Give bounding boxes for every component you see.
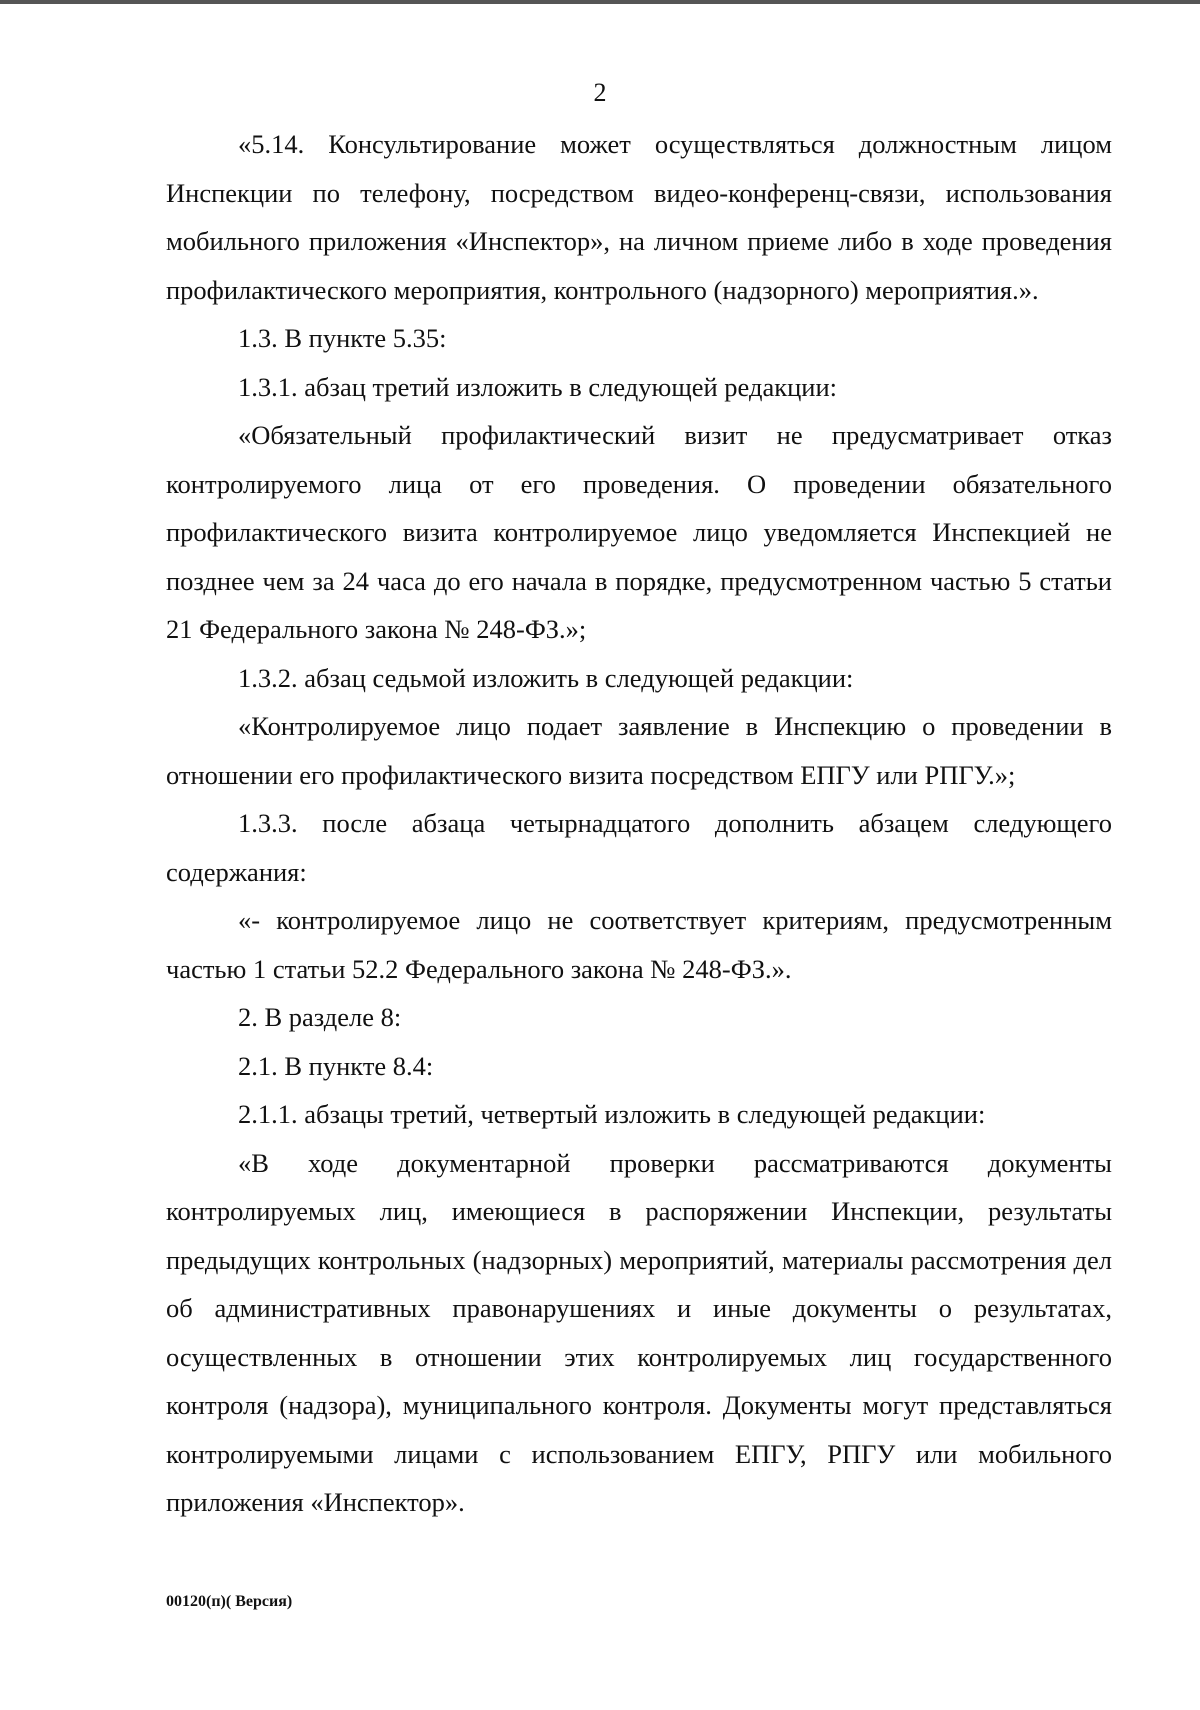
document-body [166,120,1112,1527]
paragraph-2-1-1-quote: «В ходе документарной проверки рассматриваются документы контролируемых лиц, имеющиеся в распоряжении Инспекции, результаты предыдущих контрольных (надзорных) мероприятий, материалы рассмотрения дел об административных правонарушениях и иные документы о результатах, осуществленных в отношении этих контролируемых лиц государственного контроля (надзора), муниципального контроля. Документы могут представляться контролируемыми лицами с использованием ЕПГУ, РПГУ или мобильного приложения «Инспектор». [166,1147,1112,1517]
paragraph-1-3-2-quote: «Контролируемое лицо подает заявление в Инспекцию о проведении в отношении его профилактического визита посредством ЕПГУ или РПГУ.»; [166,711,1112,790]
scan-top-border [0,0,1200,4]
paragraph-1-3-1: 1.3.1. абзац третий изложить в следующей редакции: [238,371,837,402]
paragraph-1-3: 1.3. В пункте 5.35: [238,323,447,353]
paragraph-5-14: «5.14. Консультирование может осуществляться должностным лицом Инспекции по телефону, посредством видео-конференц-связи, использования мобильного приложения «Инспектор», на личном приеме либо в ходе проведения профилактического мероприятия, контрольного (надзорного) мероприятия.». [166,129,1112,305]
paragraph-1-3-3-quote: «- контролируемое лицо не соответствует критериям, предусмотренным частью 1 статьи 52.2 Федерального закона № 248-ФЗ.». [166,905,1112,984]
paragraph-1-3-2: 1.3.2. абзац седьмой изложить в следующей редакции: [238,662,854,693]
paragraph-1-3-1-quote: «Обязательный профилактический визит не предусматривает отказ контролируемого лица от его проведения. О проведении обязательного профилактического визита контролируемое лицо уведомляется Инспекцией не позднее чем за 24 часа до его начала в порядке, предусмотренном частью 5 статьи 21 Федерального закона № 248-ФЗ.»; [166,420,1112,644]
paragraph-1-3-3: 1.3.3. после абзаца четырнадцатого дополнить абзацем следующего содержания: [166,808,1112,887]
page-number: 2 [593,78,607,107]
paragraph-2-1: 2.1. В пункте 8.4: [238,1050,434,1081]
paragraph-2: 2. В разделе 8: [238,1002,402,1032]
paragraph-2-1-1: 2.1.1. абзацы третий, четвертый изложить в следующей редакции: [238,1099,986,1129]
footer-doc-code: 00120(п)( Версия) [166,1593,293,1610]
